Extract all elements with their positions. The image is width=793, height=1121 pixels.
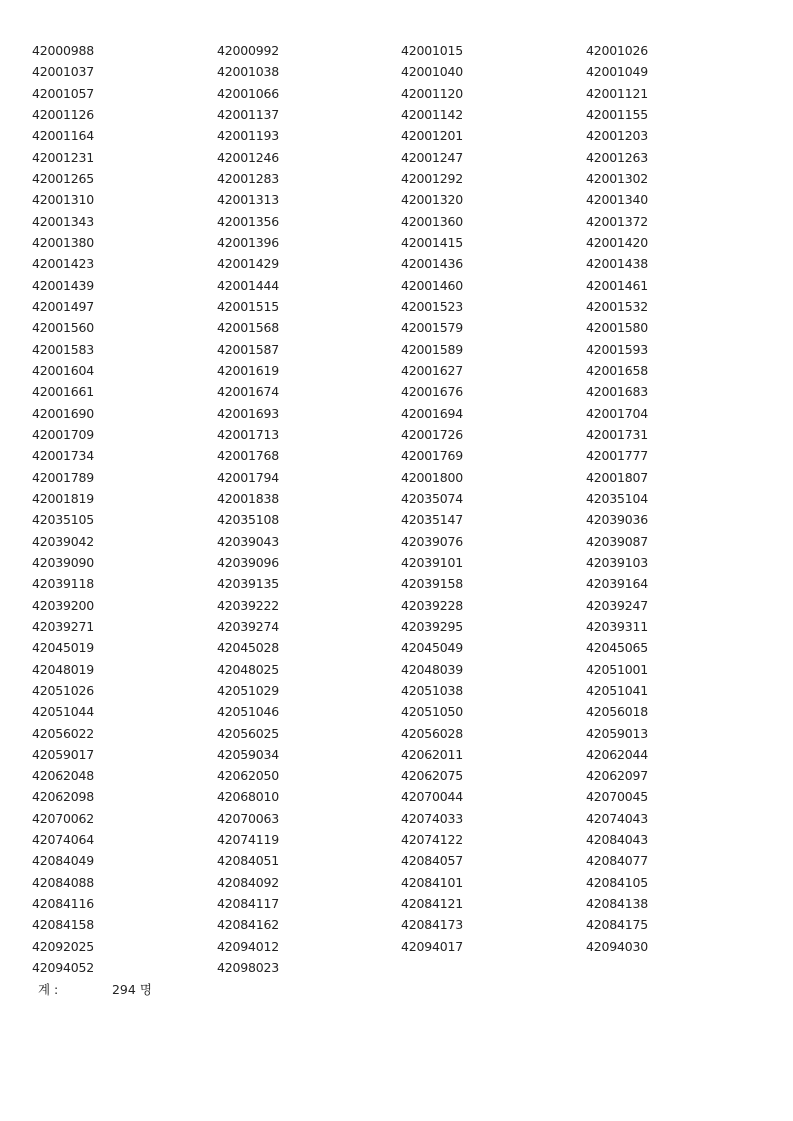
- id-cell: 42039090: [32, 554, 95, 570]
- id-cell: 42084121: [401, 896, 464, 912]
- id-cell: 42001066: [217, 85, 280, 101]
- id-cell: 42051046: [217, 704, 280, 720]
- id-cell: 42084117: [217, 896, 280, 912]
- id-cell: 42094017: [401, 938, 464, 954]
- id-cell: 42070063: [217, 810, 280, 826]
- id-cell: 42062048: [32, 768, 95, 784]
- id-cell: 42001343: [32, 213, 95, 229]
- id-cell: 42098023: [217, 960, 280, 976]
- id-cell: 42001497: [32, 298, 95, 314]
- id-cell: 42001438: [586, 256, 649, 272]
- id-cell: 42001593: [586, 341, 649, 357]
- id-cell: 42001356: [217, 213, 280, 229]
- id-cell: 42001587: [217, 341, 280, 357]
- id-cell: 42001731: [586, 426, 649, 442]
- id-cell: 42062011: [401, 746, 464, 762]
- id-cell: 42001292: [401, 170, 464, 186]
- id-cell: 42001302: [586, 170, 649, 186]
- id-cell: 42039311: [586, 618, 649, 634]
- total-summary: [38, 979, 152, 1000]
- id-cell: 42001589: [401, 341, 464, 357]
- id-cell: 42039042: [32, 533, 95, 549]
- id-cell: 42056018: [586, 704, 649, 720]
- id-cell: 42039164: [586, 576, 649, 592]
- id-cell: 42084105: [586, 874, 649, 890]
- id-cell: 42001313: [217, 192, 280, 208]
- id-cell: 42039247: [586, 597, 649, 613]
- id-cell: 42039274: [217, 618, 280, 634]
- id-cell: 42074043: [586, 810, 649, 826]
- id-cell: 42001137: [217, 106, 280, 122]
- id-cell: 42059017: [32, 746, 95, 762]
- id-cell: 42001126: [32, 106, 95, 122]
- id-cell: 42001683: [586, 384, 649, 400]
- id-cell: 42039096: [217, 554, 280, 570]
- id-cell: 42039222: [217, 597, 280, 613]
- id-cell: 42001429: [217, 256, 280, 272]
- id-cell: 42094052: [32, 960, 95, 976]
- id-cell: 42084173: [401, 917, 464, 933]
- id-cell: 42051050: [401, 704, 464, 720]
- id-cell: 42001283: [217, 170, 280, 186]
- id-cell: 42084088: [32, 874, 95, 890]
- id-cell: 42051041: [586, 682, 649, 698]
- total-count: 294 명: [111, 982, 152, 997]
- id-cell: 42001704: [586, 405, 649, 421]
- id-cell: 42084116: [32, 896, 95, 912]
- id-cell: 42084077: [586, 853, 649, 869]
- id-cell: 42001661: [32, 384, 95, 400]
- id-cell: 42084057: [401, 853, 464, 869]
- id-cell: 42045019: [32, 640, 95, 656]
- id-cell: 42070045: [586, 789, 649, 805]
- id-cell: 42001694: [401, 405, 464, 421]
- id-cell: 42001396: [217, 234, 280, 250]
- id-cell: 42084175: [586, 917, 649, 933]
- id-cell: 42035147: [401, 512, 464, 528]
- id-cell: 42001568: [217, 320, 280, 336]
- id-cell: 42001049: [586, 64, 649, 80]
- id-cell: 42051026: [32, 682, 95, 698]
- id-cell: 42001789: [32, 469, 95, 485]
- id-cell: 42001247: [401, 149, 464, 165]
- id-cell: 42056028: [401, 725, 464, 741]
- id-cell: 42001380: [32, 234, 95, 250]
- id-cell: 42084101: [401, 874, 464, 890]
- id-cell: 42084049: [32, 853, 95, 869]
- id-cell: 42001658: [586, 362, 649, 378]
- id-cell: 42074064: [32, 832, 95, 848]
- id-cell: 42001038: [217, 64, 280, 80]
- id-cell: 42001619: [217, 362, 280, 378]
- id-cell: 42056022: [32, 725, 95, 741]
- id-cell: 42001560: [32, 320, 95, 336]
- id-cell: 42051038: [401, 682, 464, 698]
- id-cell: 42039076: [401, 533, 464, 549]
- id-cell: 42059013: [586, 725, 649, 741]
- id-cell: 42001164: [32, 128, 95, 144]
- id-cell: 42001734: [32, 448, 95, 464]
- id-cell: 42001015: [401, 43, 464, 58]
- id-cell: 42001676: [401, 384, 464, 400]
- id-cell: 42094012: [217, 938, 280, 954]
- id-cell: 42001726: [401, 426, 464, 442]
- id-cell: 42070062: [32, 810, 95, 826]
- id-cell: 42062044: [586, 746, 649, 762]
- id-cell: 42068010: [217, 789, 280, 805]
- id-cell: 42074122: [401, 832, 464, 848]
- id-cell: 42074119: [217, 832, 280, 848]
- id-cell: 42001769: [401, 448, 464, 464]
- id-cell: 42001040: [401, 64, 464, 80]
- id-cell: 42062050: [217, 768, 280, 784]
- id-cell: 42001310: [32, 192, 95, 208]
- id-cell: 42001372: [586, 213, 649, 229]
- id-cell: 42001121: [586, 85, 649, 101]
- id-cell: 42001246: [217, 149, 280, 165]
- id-cell: 42001583: [32, 341, 95, 357]
- id-cell: 42001263: [586, 149, 649, 165]
- id-cell: 42062075: [401, 768, 464, 784]
- id-cell: 42001265: [32, 170, 95, 186]
- id-cell: 42039101: [401, 554, 464, 570]
- id-cell: 42001579: [401, 320, 464, 336]
- id-cell: 42051029: [217, 682, 280, 698]
- id-cell: 42039295: [401, 618, 464, 634]
- id-cell: 42001420: [586, 234, 649, 250]
- id-cell: 42001320: [401, 192, 464, 208]
- id-cell: 42039158: [401, 576, 464, 592]
- id-cell: 42084051: [217, 853, 280, 869]
- id-cell: 42001037: [32, 64, 95, 80]
- id-cell: 42001360: [401, 213, 464, 229]
- id-cell: 42001340: [586, 192, 649, 208]
- id-cell: 42001674: [217, 384, 280, 400]
- id-cell: 42035108: [217, 512, 280, 528]
- id-cell: 42001794: [217, 469, 280, 485]
- id-cell: 42001461: [586, 277, 649, 293]
- id-cell: 42001423: [32, 256, 95, 272]
- id-cell: 42039103: [586, 554, 649, 570]
- id-cell: 42062098: [32, 789, 95, 805]
- id-cell: 42001627: [401, 362, 464, 378]
- id-cell: 42051044: [32, 704, 95, 720]
- id-cell: 42001203: [586, 128, 649, 144]
- id-cell: 42084158: [32, 917, 95, 933]
- id-cell: 42001713: [217, 426, 280, 442]
- id-cell: 42084092: [217, 874, 280, 890]
- id-cell: 42056025: [217, 725, 280, 741]
- id-cell: 42001604: [32, 362, 95, 378]
- id-cell: 42045028: [217, 640, 280, 656]
- id-cell: 42001768: [217, 448, 280, 464]
- id-cell: 42001201: [401, 128, 464, 144]
- id-cell: 42001142: [401, 106, 464, 122]
- id-cell: 42084043: [586, 832, 649, 848]
- id-list-grid: [32, 40, 706, 978]
- id-cell: 42039118: [32, 576, 95, 592]
- id-cell: 42045065: [586, 640, 649, 656]
- id-cell: 42001231: [32, 149, 95, 165]
- id-cell: 42001155: [586, 106, 649, 122]
- id-cell: 42035104: [586, 490, 649, 506]
- id-cell: 42074033: [401, 810, 464, 826]
- id-cell: 42001777: [586, 448, 649, 464]
- id-cell: 42001436: [401, 256, 464, 272]
- id-cell: 42070044: [401, 789, 464, 805]
- id-cell: 42039271: [32, 618, 95, 634]
- id-cell: 42000988: [32, 43, 95, 58]
- id-cell: 42001120: [401, 85, 464, 101]
- id-cell: 42001838: [217, 490, 280, 506]
- id-cell: 42001807: [586, 469, 649, 485]
- id-cell: 42039087: [586, 533, 649, 549]
- id-cell: 42059034: [217, 746, 280, 762]
- id-cell: 42001690: [32, 405, 95, 421]
- id-cell: 42039043: [217, 533, 280, 549]
- id-cell: 42001193: [217, 128, 280, 144]
- id-cell: 42084138: [586, 896, 649, 912]
- id-cell: 42094030: [586, 938, 649, 954]
- id-cell: 42092025: [32, 938, 95, 954]
- id-cell: 42001460: [401, 277, 464, 293]
- id-cell: 42039228: [401, 597, 464, 613]
- id-cell: 42035105: [32, 512, 95, 528]
- id-cell: 42039036: [586, 512, 649, 528]
- id-cell: 42001693: [217, 405, 280, 421]
- id-cell: 42084162: [217, 917, 280, 933]
- id-cell: 42001415: [401, 234, 464, 250]
- id-cell: 42051001: [586, 661, 649, 677]
- id-cell: 42001026: [586, 43, 649, 58]
- total-label: 계 :: [38, 982, 59, 997]
- id-cell: 42001444: [217, 277, 280, 293]
- id-cell: 42048019: [32, 661, 95, 677]
- id-cell: 42039135: [217, 576, 280, 592]
- id-cell: 42001523: [401, 298, 464, 314]
- id-cell: 42001057: [32, 85, 95, 101]
- id-cell: 42062097: [586, 768, 649, 784]
- id-cell: 42001580: [586, 320, 649, 336]
- id-cell: 42048025: [217, 661, 280, 677]
- id-cell: 42001800: [401, 469, 464, 485]
- id-cell: 42001439: [32, 277, 95, 293]
- id-cell: 42001709: [32, 426, 95, 442]
- id-cell: 42039200: [32, 597, 95, 613]
- id-cell: 42001532: [586, 298, 649, 314]
- id-cell: 42045049: [401, 640, 464, 656]
- id-cell: 42001515: [217, 298, 280, 314]
- id-cell: 42035074: [401, 490, 464, 506]
- id-cell: 42001819: [32, 490, 95, 506]
- id-cell: 42000992: [217, 43, 280, 58]
- id-cell: 42048039: [401, 661, 464, 677]
